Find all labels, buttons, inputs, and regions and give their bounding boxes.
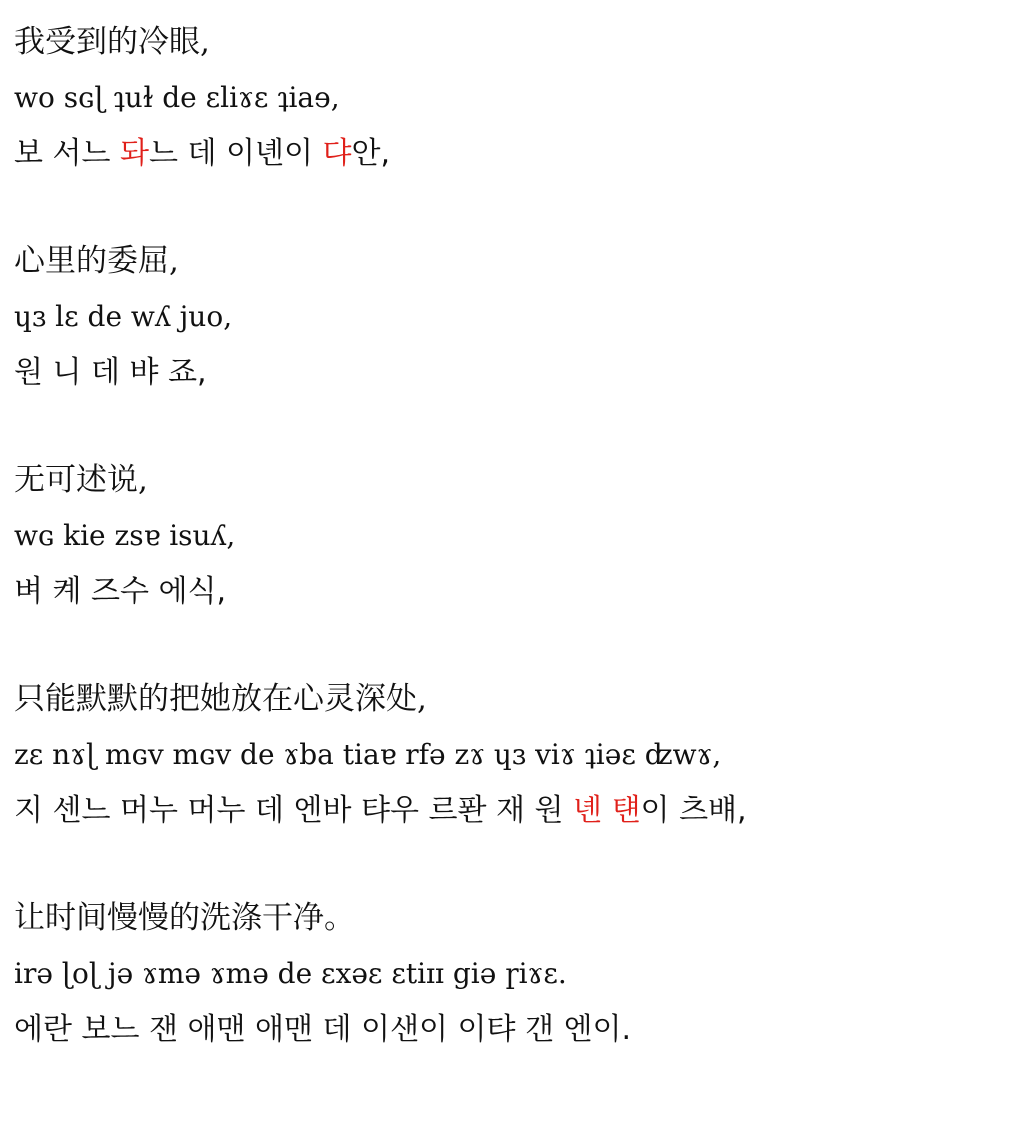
- korean-highlight-segment: 돠: [120, 136, 149, 171]
- korean-segment: 지 센느 머누 머누 데 엔바 탸우 르퐌 재 원: [14, 793, 574, 828]
- korean-segment: 보 서느: [14, 136, 121, 171]
- korean-segment: 원 니 데 뱌 죠,: [14, 355, 207, 390]
- korean-line: [14, 783, 998, 839]
- korean-line: [14, 564, 998, 620]
- korean-segment: 안,: [351, 136, 391, 171]
- korean-line: [14, 345, 998, 401]
- stanza-4: [14, 671, 998, 839]
- ipa-line: zɛ nɤɭ mɢv mɢv de ɤba tiaɐ rfə zɤ ɥɜ viɤ ʇiəɛ ʣwɤ,: [14, 738, 722, 771]
- hanzi-line: 只能默默的把她放在心灵深处,: [14, 681, 427, 717]
- stanza-3: [14, 452, 998, 620]
- hanzi-line: 让时间慢慢的洗涤干净。: [14, 900, 355, 936]
- hanzi-line: 心里的委屈,: [14, 243, 179, 279]
- korean-highlight-segment: 댜: [322, 136, 352, 171]
- ipa-line: wo sɢɭ ʇuɫ de ɛliɤɛ ʇiaɘ,: [14, 81, 340, 114]
- korean-highlight-segment: 녠 턘: [573, 793, 641, 828]
- ipa-line: irə ɭoɭ jə ɤmə ɤmə de ɛxəɛ ɛtiɪɪ giə ɼiɤɛ.: [14, 957, 567, 990]
- korean-segment: 느 데 이녠이: [149, 136, 323, 171]
- hanzi-line: 我受到的冷眼,: [14, 24, 210, 60]
- ipa-line: ɥɜ lɛ de wʎ juo,: [14, 300, 233, 333]
- korean-segment: 벼 켸 즈수 에식,: [14, 574, 227, 609]
- stanza-1: [14, 14, 998, 182]
- korean-segment: 이 츠뱨,: [640, 793, 747, 828]
- korean-segment: 에란 보느 잰 애맨 애맨 데 이샌이 이탸 갠 엔이.: [14, 1012, 632, 1047]
- korean-line: [14, 1002, 998, 1058]
- stanza-2: [14, 233, 998, 401]
- hanzi-line: 无可述说,: [14, 462, 148, 498]
- lyrics-document: [14, 14, 998, 1109]
- stanza-5: [14, 890, 998, 1058]
- korean-line: [14, 126, 998, 182]
- ipa-line: wɢ kie zsɐ isuʎ,: [14, 519, 236, 552]
